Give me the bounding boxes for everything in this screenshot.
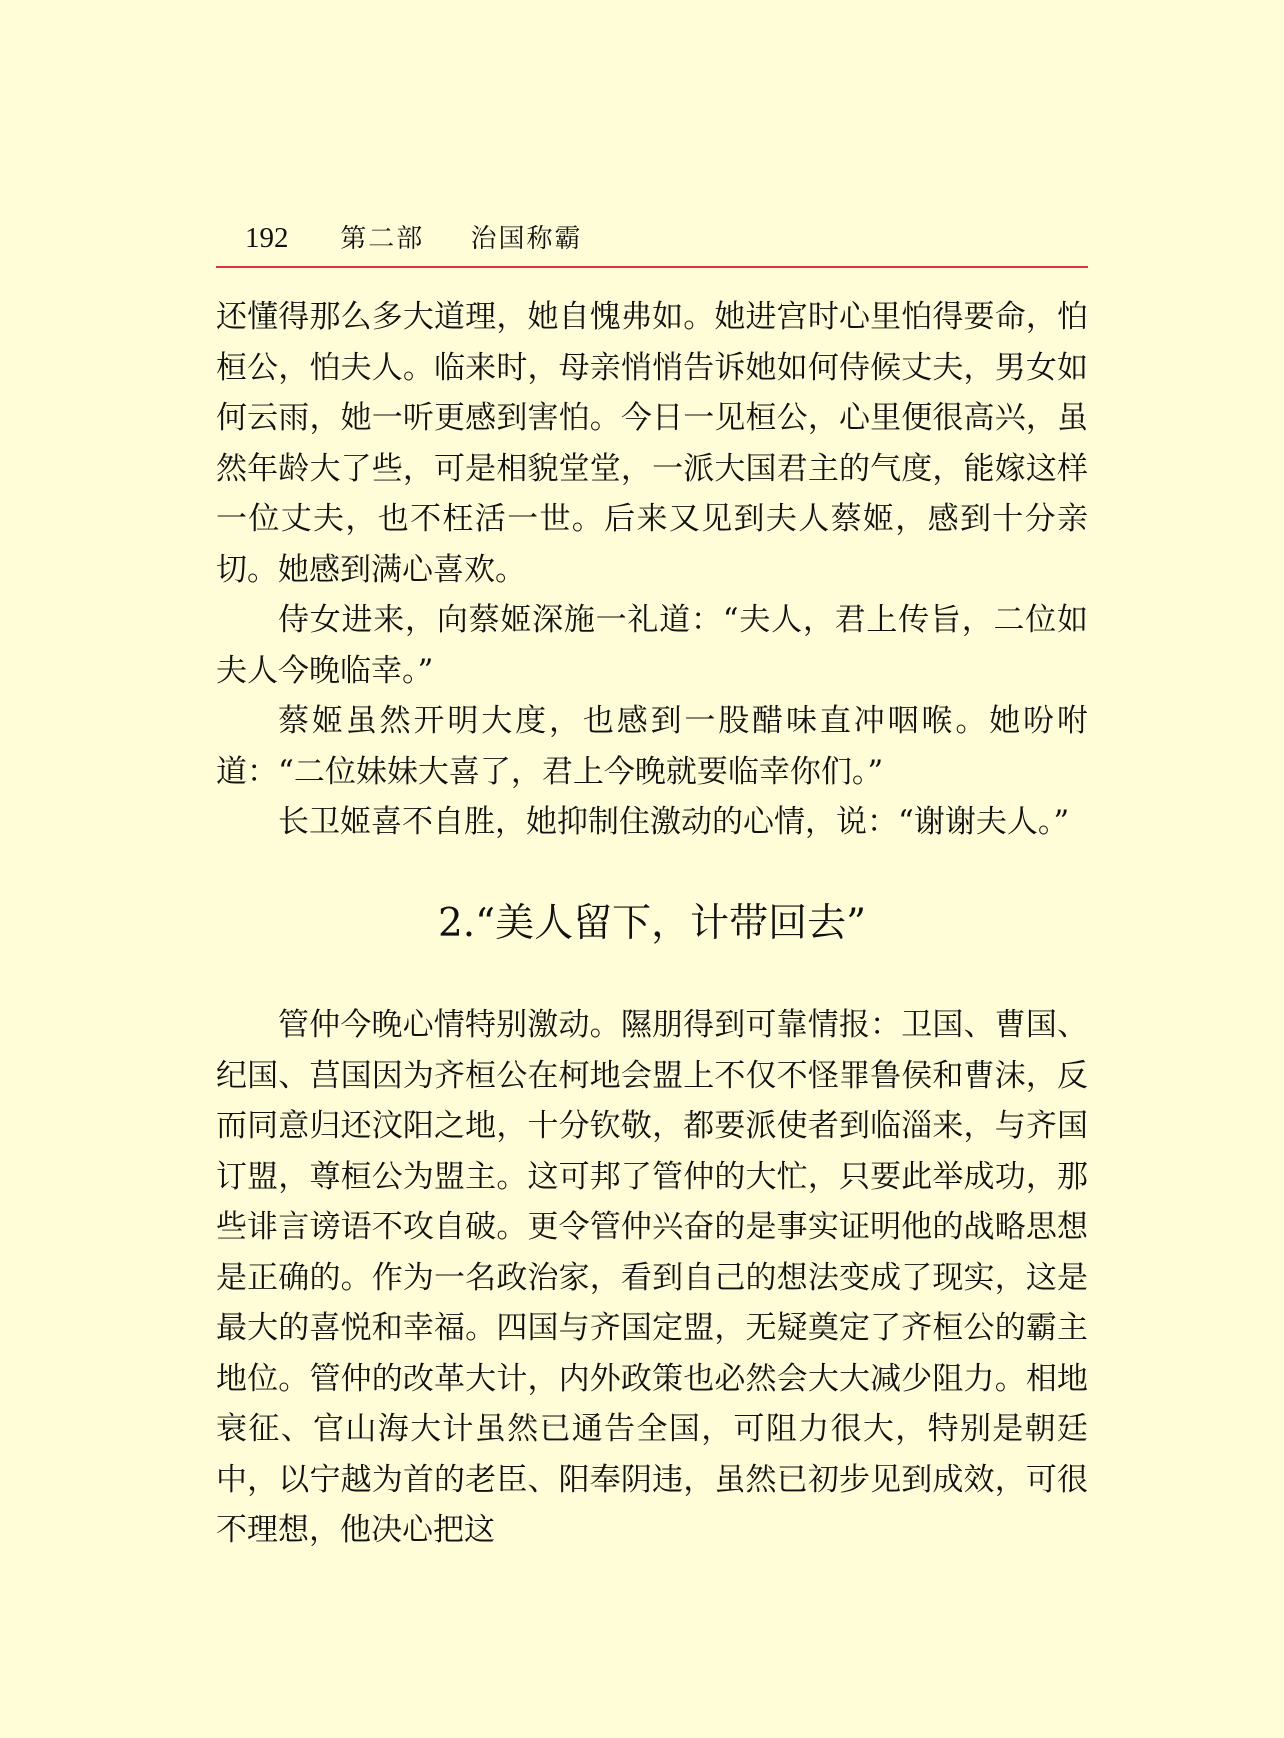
body-text-bottom bbox=[216, 1000, 1088, 1556]
paragraph: 蔡姬虽然开明大度，也感到一股醋味直冲咽喉。她吩咐道：“二位妹妹大喜了，君上今晚就要临幸你们。” bbox=[216, 703, 1088, 790]
chapter-title: 2.“美人留下，计带回去” bbox=[437, 901, 867, 946]
page-number: 192 bbox=[245, 222, 289, 254]
running-header bbox=[245, 218, 1085, 258]
paragraph: 侍女进来，向蔡姬深施一礼道：“夫人，君上传旨，二位如夫人今晚临幸。” bbox=[216, 602, 1088, 689]
paragraph: 长卫姬喜不自胜，她抑制住激动的心情，说：“谢谢夫人。” bbox=[278, 804, 1070, 840]
paragraph-continued: 还懂得那么多大道理，她自愧弗如。她进宫时心里怕得要命，怕桓公，怕夫人。临来时，母亲悄悄告诉她如何侍候丈夫，男女如何云雨，她一听更感到害怕。今日一见桓公，心里便很高兴，虽然年龄大了些，可是相貌堂堂，一派大国君主的气度，能嫁这样一位丈夫，也不枉活一世。后来又见到夫人蔡姬，感到十分亲切。她感到满心喜欢。 bbox=[216, 299, 1088, 588]
body-text-top bbox=[216, 292, 1088, 848]
header-divider bbox=[216, 266, 1088, 268]
paragraph: 管仲今晚心情特别激动。隰朋得到可靠情报：卫国、曹国、纪国、莒国因为齐桓公在柯地会盟上不仅不怪罪鲁侯和曹沫，反而同意归还汶阳之地，十分钦敬，都要派使者到临淄来，与齐国订盟，尊桓公为盟主。这可邦了管仲的大忙，只要此举成功，那些诽言谤语不攻自破。更令管仲兴奋的是事实证明他的战略思想是正确的。作为一名政治家，看到自己的想法变成了现实，这是最大的喜悦和幸福。四国与齐国定盟，无疑奠定了齐桓公的霸主地位。管仲的改革大计，内外政策也必然会大大减少阻力。相地衰征、官山海大计虽然已通告全国，可阻力很大，特别是朝廷中，以宁越为首的老臣、阳奉阴违，虽然已初步见到成效，可很不理想，他决心把这 bbox=[216, 1007, 1088, 1548]
part-label: 第二部 bbox=[340, 224, 425, 254]
part-title: 治国称霸 bbox=[470, 224, 583, 254]
